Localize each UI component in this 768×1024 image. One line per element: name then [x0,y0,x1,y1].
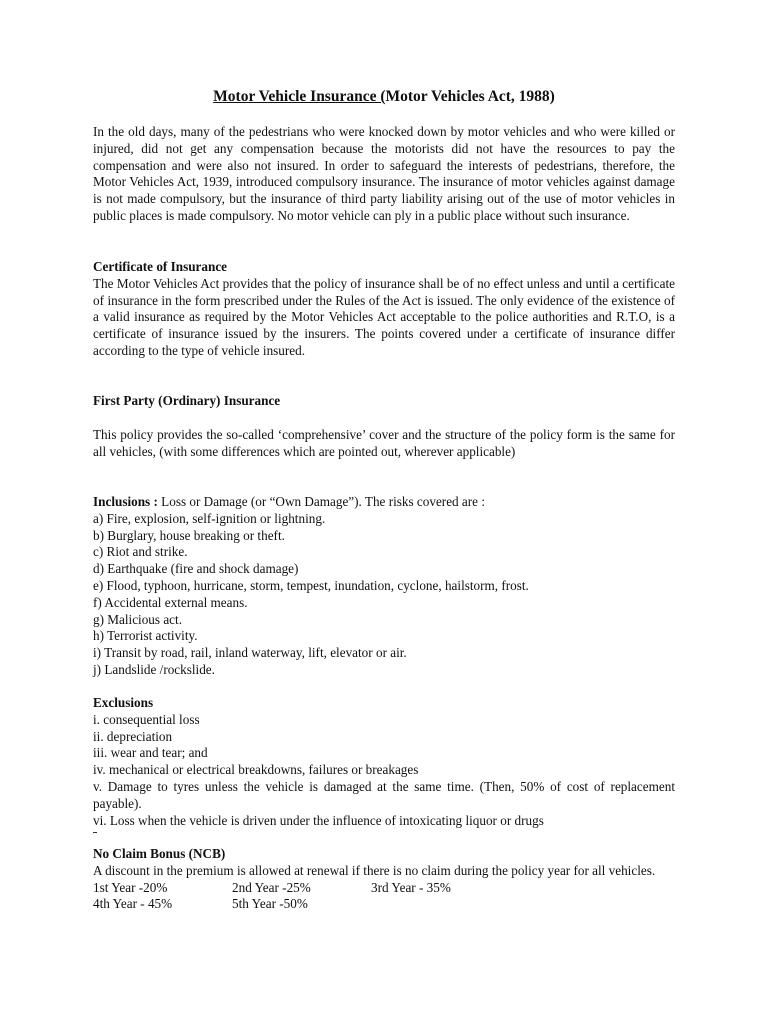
ncb-rate: 2nd Year -25% [232,879,311,895]
title-rest: Motor Vehicles Act, 1988) [385,88,555,105]
inclusion-item: g) Malicious act. [93,611,182,627]
ncb-row [93,880,675,897]
ncb-heading: No Claim Bonus (NCB) [93,846,226,861]
first-party-body: This policy provides the so-called ‘comprehensive’ cover and the structure of the policy form is the same for all vehicles, (with some differences which are pointed out, wherever applicable) [93,427,675,459]
inclusion-item: a) Fire, explosion, self-ignition or lightning. [93,510,326,526]
stray-dash-mark [93,832,97,833]
inclusion-item: c) Riot and strike. [93,544,188,560]
inclusion-item: i) Transit by road, rail, inland waterway, lift, elevator or air. [93,645,407,661]
ncb-section [93,846,675,913]
inclusions-text: Loss or Damage (or “Own Damage”). The risks covered are : [157,494,485,509]
inclusions-intro [93,494,675,511]
inclusion-item: b) Burglary, house breaking or theft. [93,527,285,543]
inclusion-item: j) Landslide /rockslide. [93,661,215,677]
inclusion-item: d) Earthquake (fire and shock damage) [93,561,299,577]
exclusion-item: v. Damage to tyres unless the vehicle is damaged at the same time. (Then, 50% of cost of replacement payable). [93,778,675,811]
exclusion-item: iv. mechanical or electrical breakdowns, failures or breakages [93,762,419,778]
inclusion-item: e) Flood, typhoon, hurricane, storm, tempest, inundation, cyclone, hailstorm, frost. [93,577,529,593]
ncb-rate: 3rd Year - 35% [371,879,451,895]
exclusion-item: vi. Loss when the vehicle is driven under the influence of intoxicating liquor or drugs [93,812,544,828]
ncb-row [93,896,675,913]
document-title [0,89,768,106]
inclusions-label: Inclusions : [93,494,158,509]
exclusions-heading: Exclusions [93,695,154,710]
title-underlined-part: Motor Vehicle Insurance ( [213,88,386,105]
certificate-heading: Certificate of Insurance [93,259,228,274]
inclusion-item: h) Terrorist activity. [93,628,198,644]
ncb-body: A discount in the premium is allowed at renewal if there is no claim during the policy year for all vehicles. [93,862,656,878]
ncb-rate: 5th Year -50% [232,896,308,912]
ncb-rate: 1st Year -20% [93,879,168,895]
exclusion-item: ii. depreciation [93,728,173,744]
certificate-section [93,259,675,360]
first-party-heading: First Party (Ordinary) Insurance [93,393,281,408]
ncb-rate: 4th Year - 45% [93,896,173,912]
inclusions-section [93,494,675,679]
exclusion-item: iii. wear and tear; and [93,745,208,761]
exclusion-item: i. consequential loss [93,711,200,727]
exclusions-section [93,695,675,829]
inclusion-item: f) Accidental external means. [93,594,248,610]
intro-paragraph: In the old days, many of the pedestrians who were knocked down by motor vehicles and who were killed or injured, did not get any compensation because the motorists did not have the resources to pay the compensation and were also not insured. In order to safeguard the interests of pedestrians, therefore, the Motor Vehicles Act, 1939, introduced compulsory insurance. The insurance of motor vehicles against damage is not made compulsory, but the insurance of third party liability arising out of the use of motor vehicles in public places is made compulsory. No motor vehicle can ply in a public place without such insurance. [93,124,675,223]
certificate-body: The Motor Vehicles Act provides that the policy of insurance shall be of no effect unless and until a certificate of insurance in the form prescribed under the Rules of the Act is issued. The only evidence of the existence of a valid insurance as required by the Motor Vehicles Act acceptable to the police authorities and R.T.O, is a certificate of insurance issued by the insurers. The points covered under a certificate of insurance differ according to the type of vehicle insured. [93,275,675,358]
